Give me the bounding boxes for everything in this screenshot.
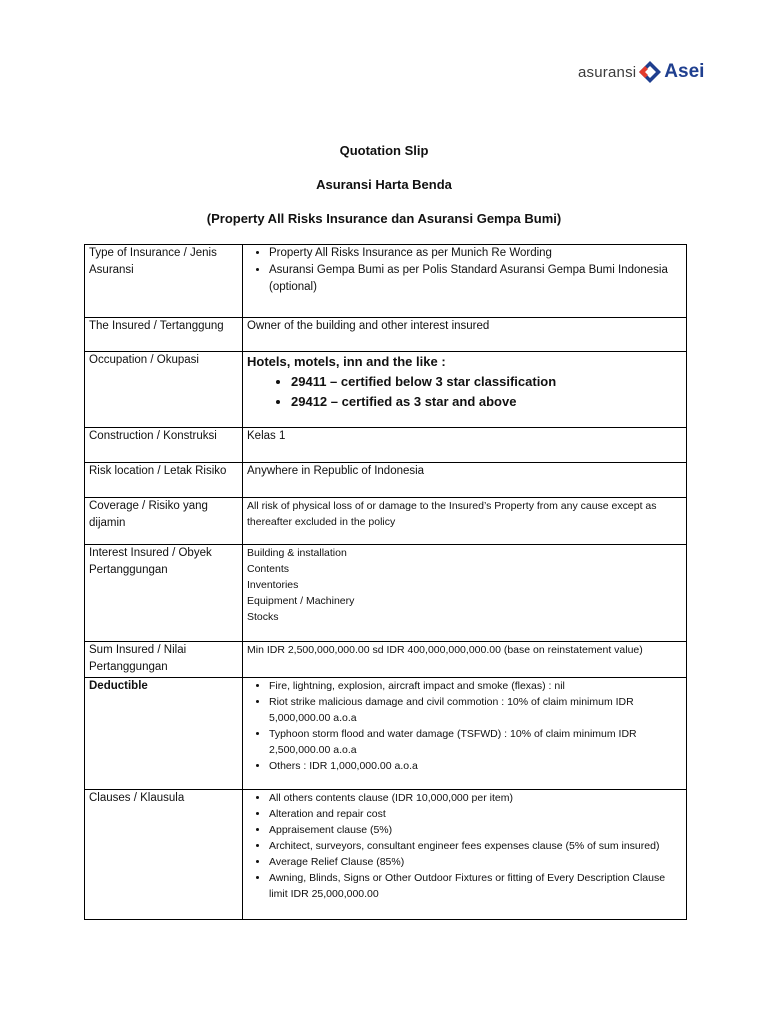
clauses-list	[247, 790, 682, 902]
row-value-construction: Kelas 1	[243, 428, 687, 463]
row-value-sum-insured: Min IDR 2,500,000,000.00 sd IDR 400,000,000,000.00 (base on reinstatement value)	[243, 642, 687, 678]
list-item: • Awning, Blinds, Signs or Other Outdoor Fixtures or fitting of Every Description Clause limit IDR 25,000,000.00	[269, 870, 682, 902]
deductible-list	[247, 678, 682, 774]
table-row	[85, 352, 687, 428]
quotation-table	[84, 244, 687, 920]
type-list	[247, 245, 682, 296]
list-item: • Riot strike malicious damage and civil commotion : 10% of claim minimum IDR 5,000,000.00 a.o.a	[269, 694, 682, 726]
row-label-deductible: Deductible	[85, 678, 243, 790]
table-row	[85, 318, 687, 352]
row-label-occupation: Occupation / Okupasi	[85, 352, 243, 428]
row-label-location: Risk location / Letak Risiko	[85, 463, 243, 498]
row-label-sum-insured: Sum Insured / Nilai Pertanggungan	[85, 642, 243, 678]
row-label-coverage: Coverage / Risiko yang dijamin	[85, 498, 243, 545]
list-item: Contents	[247, 563, 290, 575]
row-label-interest: Interest Insured / Obyek Pertanggungan	[85, 545, 243, 642]
row-value-clauses	[243, 790, 687, 920]
list-item: • Average Relief Clause (85%)	[269, 854, 682, 870]
list-item: Stocks	[247, 611, 279, 623]
list-item: • Property All Risks Insurance as per Munich Re Wording	[269, 245, 682, 262]
occupation-intro: Hotels, motels, inn and the like :	[247, 354, 446, 369]
row-value-coverage: All risk of physical loss of or damage to the Insured’s Property from any cause except as thereafter excluded in the policy	[243, 498, 687, 545]
list-item: • Architect, surveyors, consultant engineer fees expenses clause (5% of sum insured)	[269, 838, 682, 854]
table-row	[85, 545, 687, 642]
list-item: Inventories	[247, 579, 299, 591]
table-row	[85, 463, 687, 498]
row-label-clauses: Clauses / Klausula	[85, 790, 243, 920]
list-item: • 29412 – certified as 3 star and above	[291, 392, 682, 412]
occupation-list	[247, 372, 682, 412]
row-value-location: Anywhere in Republic of Indonesia	[243, 463, 687, 498]
row-value-deductible	[243, 678, 687, 790]
row-value-interest	[243, 545, 687, 642]
list-item: • Typhoon storm flood and water damage (TSFWD) : 10% of claim minimum IDR 2,500,000.00 a.o.a	[269, 726, 682, 758]
table-row	[85, 498, 687, 545]
logo-brand: Asei	[664, 61, 705, 82]
logo-word: asuransi	[578, 63, 637, 81]
asei-logo-icon	[637, 59, 663, 85]
row-value-occupation	[243, 352, 687, 428]
row-label-insured: The Insured / Tertanggung	[85, 318, 243, 352]
table-row	[85, 678, 687, 790]
list-item: Building & installation	[247, 547, 347, 559]
list-item: • Alteration and repair cost	[269, 806, 682, 822]
row-label-construction: Construction / Konstruksi	[85, 428, 243, 463]
list-item: • Fire, lightning, explosion, aircraft impact and smoke (flexas) : nil	[269, 678, 682, 694]
document-subtitle-detail: (Property All Risks Insurance dan Asuransi Gempa Bumi)	[206, 211, 562, 226]
table-row	[85, 642, 687, 678]
row-value-type	[243, 245, 687, 318]
list-item: • 29411 – certified below 3 star classification	[291, 372, 682, 392]
list-item: • Others : IDR 1,000,000.00 a.o.a	[269, 758, 682, 774]
document-title: Quotation Slip	[339, 143, 429, 158]
list-item: • Asuransi Gempa Bumi as per Polis Standard Asuransi Gempa Bumi Indonesia (optional)	[269, 262, 682, 296]
list-item: • All others contents clause (IDR 10,000,000 per item)	[269, 790, 682, 806]
document-subtitle: Asuransi Harta Benda	[316, 177, 452, 192]
company-logo	[578, 58, 704, 86]
table-row	[85, 428, 687, 463]
row-label-type: Type of Insurance / Jenis Asuransi	[85, 245, 243, 318]
table-row	[85, 245, 687, 318]
row-value-insured: Owner of the building and other interest insured	[243, 318, 687, 352]
list-item: Equipment / Machinery	[247, 595, 355, 607]
list-item: • Appraisement clause (5%)	[269, 822, 682, 838]
table-row	[85, 790, 687, 920]
